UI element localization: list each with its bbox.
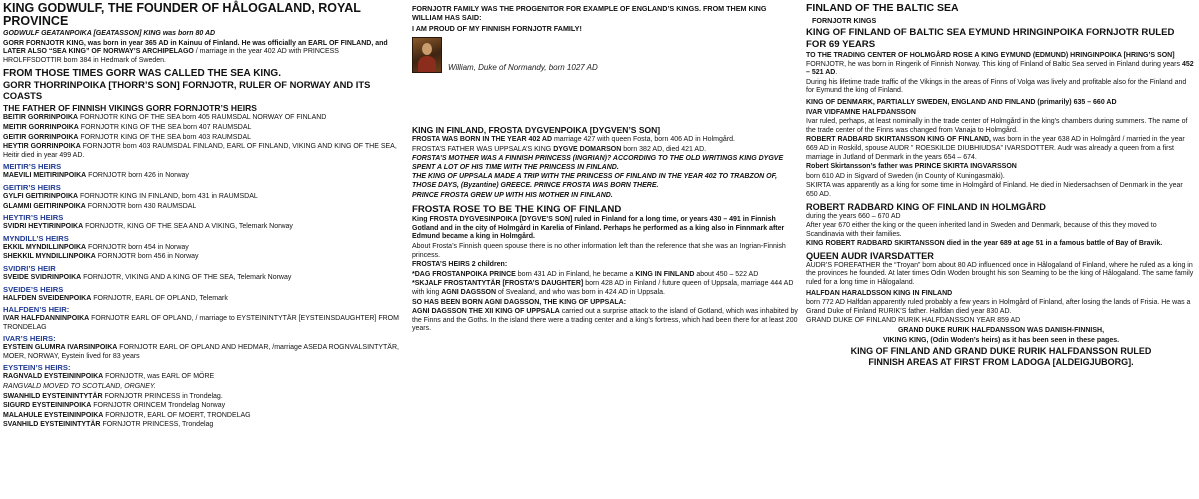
rurik-line-1: GRAND DUKE RURIK HALFDANSSON WAS DANISH-FINNISH,: [897, 327, 1105, 335]
skjalf-bold: *SKJALF FROSTANTYTÄR [FROSTA’S DAUGHTER]: [412, 280, 584, 288]
heirs-subheading: GEITIR’S HEIRS: [3, 182, 61, 192]
heirs-subheading: SVEIDE’S HEIRS: [3, 284, 64, 294]
william-portrait-image: [412, 37, 442, 73]
fornjotr-kings: FORNJOTR KINGS: [812, 16, 877, 25]
audr-heading: QUEEN AUDR IVARSDATTER: [806, 250, 934, 261]
skjalf-agni: AGNI DAGSSON: [441, 288, 497, 296]
halfdan-text: born 772 AD Halfdan apparently ruled probably a few years in Holmgård of Finland, after losing the lands of Frisia. He was a Grand Duke of Finland RURIK’S father. Halfdan died year 830 AD.: [806, 299, 1191, 315]
william-quote: I AM PROUD OF MY FINNISH FORNJOTR FAMILY!: [412, 24, 582, 33]
heir-note: RANGVALD MOVED TO SCOTLAND, ORGNEY.: [3, 383, 156, 391]
robert-radbard-heading: ROBERT RADBARD KING OF FINLAND IN HOLMGÅRD: [806, 201, 1046, 212]
dag-bold: *DAG FROSTANPOIKA PRINCE: [412, 270, 516, 278]
portrait-caption: William, Duke of Normandy, born 1027 AD: [448, 63, 598, 72]
ivar-heading: IVAR VIDFAMNE HALFDANSSON: [806, 108, 916, 116]
eymund-bold: TO THE TRADING CENTER OF HOLMGÅRD ROSE A KING EYMUND (EDMUND) HRINGINPOIKA [HRING’S SON]: [806, 52, 1175, 59]
frosta-rose-heading: FROSTA ROSE TO BE THE KING OF FINLAND: [412, 204, 622, 216]
heir-line: [3, 134, 399, 143]
heir-detail: FORNJOTR, EARL OF MOERT, TRONDELAG: [103, 411, 251, 419]
heir-detail: FORNJOTR EARL OF OPLAND, / marriage to EYSTEININTYTÄR [EYSTEINSDAUGHTER] FROM TRONDELAG: [3, 315, 399, 331]
heir-line: [3, 295, 399, 304]
baltic-title: FINLAND OF THE BALTIC SEA: [806, 2, 959, 14]
sea-king-heading: FROM THOSE TIMES GORR WAS CALLED THE SEA KING.: [3, 68, 281, 80]
heirs-subheading: MYNDILL’S HEIRS: [3, 233, 69, 243]
frosta-heirs: FROSTA’S HEIRS 2 children:: [412, 261, 508, 269]
heir-name: MAEVILI MEITIRINPOIKA: [3, 172, 87, 180]
gorr-paragraph: [3, 40, 399, 66]
eymund-text: FORNJOTR, he was born in Ringerik of Finnish Norway. This king of Finland of Baltic Sea served in Finland during years: [806, 60, 1182, 68]
heir-detail: FORNJOTR KING IN FINLAND, born 431 in RAUMSDAL: [78, 192, 258, 200]
heir-name: EYSTEIN GLUMRA IVARSINPOIKA: [3, 344, 118, 352]
frosta-birth-text: marriage 427 with queen Fosta, born 406 AD in Holmgård.: [552, 136, 735, 143]
heir-line: [3, 274, 399, 283]
heirs-heading: THE FATHER OF FINNISH VIKINGS GORR FORNJOTR’S HEIRS: [3, 103, 257, 114]
heir-detail: FORNJOTR KING OF THE SEA born 403 RAUMSDAL: [78, 133, 252, 141]
heir-line: [3, 223, 399, 232]
skirta-father: Robert Skirtansson’s father was PRINCE SKIRTA INGVARSSON: [806, 163, 1017, 171]
frosta-heading: KING IN FINLAND, FROSTA DYGVENPOIKA [DYGVEN’S SON]: [412, 125, 661, 135]
heir-line: [3, 393, 399, 402]
right-column: [806, 0, 1196, 499]
heir-name: GEITIR GORRINPOIKA: [3, 133, 79, 141]
heir-detail: FORNJOTR born 430 RAUMSDAL: [85, 202, 197, 210]
heir-detail: FORNJOTR, KING OF THE SEA AND A VIKING, Telemark Norway: [83, 223, 293, 231]
frosta-father-c: born 382 AD, died 421 AD.: [621, 145, 707, 153]
heirs-subheading: SVIDRI’S HEIR: [3, 263, 56, 273]
heir-detail: FORNJOTR born 456 in Norway: [95, 253, 199, 261]
heirs-subheading: IVAR’S HEIRS:: [3, 334, 56, 344]
heir-detail: FORNJOTR born 426 in Norway: [86, 172, 189, 180]
agni-bold: AGNI DAGSSON THE XII KING OF UPPSALA: [412, 308, 560, 316]
frosta-mother: FORSTA’S MOTHER WAS A FINNISH PRINCESS (INGRIAN)? ACCORDING TO THE OLD WRITINGS KING DYGVE SPENT A LOT OF HIS TIME WITH THE PRINCESS IN FINLAND.: [412, 155, 784, 171]
skjalf-line: [412, 280, 798, 297]
heir-name: BEITIR GORRINPOIKA: [3, 114, 79, 122]
eymund-end: .: [835, 69, 838, 77]
heir-line: [3, 193, 399, 202]
halfdan-heading: HALFDAN HARALDSSON KING IN FINLAND: [806, 289, 953, 297]
skirta-text: SKIRTA was apparently as a king for some time in Holmgård of Finland. He died in Niedersachsen of Denmark in the year 650 AD.: [806, 182, 1183, 198]
heir-name: HALFDEN SVEIDENPOIKA: [3, 294, 92, 302]
agni-text: carried out a surprise attack to the island of Gotland, which was inhabited by the Finns and the Goths. In the island there were a trading center and a king’s fortress, which had been there for at least 200 years.: [412, 308, 798, 333]
heir-line: [3, 114, 399, 123]
heir-line: [3, 344, 399, 361]
eymund-paragraph: [806, 52, 1196, 78]
frosta-father-b: DYGVE DOMARSON: [553, 145, 622, 153]
heir-detail: FORNJOTR, VIKING AND A KING OF THE SEA, Telemark Norway: [81, 273, 292, 281]
page-title: KING GODWULF, THE FOUNDER OF HÅLOGALAND, ROYAL PROVINCE: [3, 1, 361, 28]
heir-line: [3, 143, 399, 160]
heir-detail: FORNJOTR EARL OF OPLAND AND HEDMAR, /marriage ASEDA ROGNVALSINTYTÄR, MOER, NORWAY, Eystein lived for 83 years: [3, 344, 399, 360]
heirs-subheading: HALFDEN’S HEIR:: [3, 305, 70, 315]
heir-line: [3, 315, 399, 332]
skjalf-rest: of Svealand, and who was born in 424 AD in Uppsala.: [496, 288, 665, 296]
heirs-subheading: EYSTEIN’S HEIRS:: [3, 363, 71, 373]
heir-name: RAGNVALD EYSTEININPOIKA: [3, 373, 104, 381]
portrait-row: [412, 37, 798, 73]
robert-paragraph: [806, 136, 1196, 162]
rurik-year: GRAND DUKE OF FINLAND RURIK HALFDANSSON YEAR 859 AD: [806, 317, 1021, 325]
godwulf-line: GODWULF GEATANPOIKA [GEATASSON] KING was born 80 AD: [3, 30, 216, 37]
denmark-heading: KING OF DENMARK, PARTIALLY SWEDEN, ENGLAND AND FINLAND (primarily) 635 – 660 AD: [806, 98, 1117, 106]
robert-bold: ROBERT RADBARD SKIRTANSSON KING OF FINLAND,: [806, 136, 991, 144]
rurik-line-3: KING OF FINLAND AND GRAND DUKE RURIK HALFDANSSON RULED: [850, 346, 1152, 357]
heir-name: SVANHILD EYSTEININTYTÄR: [3, 421, 101, 429]
heir-line: [3, 421, 399, 430]
gorr-ruler-heading: GORR THORRINPOIKA [THORR’S SON] FORNJOTR, RULER OF NORWAY AND ITS COASTS: [3, 79, 371, 101]
heir-name: GLAMMI GEITIRINPOIKA: [3, 202, 86, 210]
heirs-subheading: MEITIR’S HEIRS: [3, 162, 62, 172]
heir-detail: FORNJOTR ORINCEM Trondelag Norway: [91, 402, 226, 410]
heir-line: [3, 373, 399, 382]
heir-name: SHEKKIL MYNDILLINPOIKA: [3, 253, 96, 261]
heir-name: HEYTIR GORRINPOIKA: [3, 143, 81, 151]
robert-died: KING ROBERT RADBARD SKIRTANSSON died in the year 689 at age 51 in a famous battle of Bay of Bravik.: [806, 240, 1163, 248]
skirta-born: born 610 AD in Sigvard of Sweden (in County of Kuningasmäki).: [806, 172, 1005, 180]
heir-detail: FORNJOTR born 454 in Norway: [86, 243, 189, 251]
heir-name: MEITIR GORRINPOIKA: [3, 123, 79, 131]
heir-name: SVIDRI HEYTIRINPOIKA: [3, 223, 84, 231]
heir-detail: FORNJOTR KING OF THE SEA born 407 RAUMSDAL: [78, 123, 252, 131]
robert-years: during the years 660 – 670 AD: [806, 212, 901, 220]
agni-heading: SO HAS BEEN BORN AGNI DAGSSON, THE KING OF UPPSALA:: [412, 298, 627, 306]
audr-text: AUDR’S FOREFATHER the “Troyan” born about 80 AD influenced once in Hålogaland of Finland, where he ruled as a king in the provinces he founded. At later times Odin Woden brought his son Seaming to be the king of Hålogaland. The same family ruled for a long time in Hålogaland.: [806, 261, 1194, 287]
frosta-birth-bold: FROSTA WAS BORN IN THE YEAR 402 AD: [412, 136, 553, 143]
heir-line: [3, 253, 399, 262]
middle-column: [412, 0, 798, 499]
heirs-subheading: HEYTIR’S HEIRS: [3, 213, 64, 223]
frosta-father-a: FROSTA’S FATHER WAS UPPSALA’S KING: [412, 145, 554, 153]
skjalf-text: born 428 AD in Finland / future queen of Uppsala, marriage 444 AD with king: [412, 280, 794, 296]
heir-line: [3, 412, 399, 421]
heir-name: GYLFI GEITIRINPOIKA: [3, 192, 79, 200]
gorr-marriage: / marriage in the year 402 AD with PRINCESS HROLFFSDOTTIR born 384 in Hedmark of Sweden.: [3, 48, 339, 64]
heir-line: [3, 172, 399, 181]
heir-name: IVAR HALFDANNINPOIKA: [3, 315, 90, 323]
rurik-line-2: VIKING KING, (Odin Woden’s heirs) as it has been seen in these pages.: [882, 336, 1120, 344]
heir-name: SIGURD EYSTEININPOIKA: [3, 402, 92, 410]
frosta-rule: King FROSTA DYGVESINPOIKA [DYGVE’S SON] ruled in Finland for a long time, or years 430 – 491 in Finnish Gotland and in the city of Holmgård in Karelia of Finland. Perhaps he performed as a king also in Finnmark after Edmund became a king in Holmgård.: [412, 216, 785, 241]
frosta-trip: THE KING OF UPPSALA MADE A TRIP WITH THE PRINCESS OF FINLAND IN THE YEAR 402 TO TRABZON OF, THOSE DAYS, (Byzantine) GREECE. PRINCE FROSTA WAS BORN THERE.: [412, 173, 778, 189]
heir-name: SVEIDE SVIDRINPOIKA: [3, 273, 82, 281]
frosta-growup: PRINCE FROSTA GREW UP WITH HIS MOTHER IN FINLAND.: [412, 191, 613, 199]
gorr-intro: GORR FORNJOTR KING, was born in year 365 AD in Kainuu of Finland. He was officially an EARL OF FINLAND, and LATER ALSO “SEA KING” OF NORWAY’S ARCHIPELAGO: [3, 39, 388, 56]
dag-text: born 431 AD in Finland, he became a: [515, 270, 636, 278]
ivar-text: Ivar ruled, perhaps, at least nominally in the trade center of Holmgård in the king’s chambers during summers. The name of the trade center of the Finns was changed from Vanaja to Holmgård.: [806, 118, 1188, 134]
heir-name: MALAHULE EYSTEININPOIKA: [3, 411, 104, 419]
robert-text: was born in the year 638 AD in Holmgård / married in the year 669 AD in Roskild, spouse AUDR ” ROESKILDE DIUBHIUDSA” IVARSDOTTER. Audr was already a queen from a first marriage in Jutland of Denmark in the years 654 – 674.: [806, 136, 1185, 161]
heir-detail: FORNJOTR PRINCESS, Trondelag: [100, 421, 214, 429]
heir-name: EKKIL MYNDILLINPOIKA: [3, 243, 87, 251]
rurik-line-4: FINNISH AREAS AT FIRST FROM LADOGA [ALDEIGJUBORG].: [868, 357, 1134, 368]
eymund-years: 452 – 521 AD: [806, 60, 1194, 77]
left-column: [3, 0, 399, 499]
agni-line: [412, 308, 798, 334]
heir-line: [3, 203, 399, 212]
eymund-heading: KING OF FINLAND OF BALTIC SEA EYMUND HRINGINPOIKA FORNJOTR RULED FOR 69 YEARS: [806, 27, 1175, 50]
heir-line: [3, 244, 399, 253]
robert-moved: After year 670 either the king or the queen inherited land in Sweden and Denmark, because of this they moved to Scandinavia with their families.: [806, 222, 1157, 238]
heir-line: [3, 402, 399, 411]
frosta-birth: [412, 136, 798, 145]
dag-king: KING IN FINLAND: [635, 270, 695, 278]
frosta-father: [412, 146, 798, 155]
heir-detail: FORNJOTR born 403 RAUMSDAL FINLAND, EARL OF FINLAND, VIKING AND KING OF THE SEA, Heitir died in year 499 AD.: [3, 143, 397, 159]
heir-detail: FORNJOTR, was EARL OF MÖRE: [103, 373, 215, 381]
heirs-list: [3, 114, 399, 430]
heir-detail: FORNJOTR KING OF THE SEA born 405 RAUMSDAL NORWAY OF FINLAND: [78, 114, 327, 122]
frosta-spouse: About Frosta’s Finnish queen spouse there is no other information left than the reference that she was an Ingrian-Finnish princess.: [412, 242, 786, 259]
eymund-trade: During his lifetime trade traffic of the Vikings in the areas of Finns of Volga was lively and profitable also for the Finland and for Eymund the king of Finland.: [806, 78, 1187, 95]
heir-line: [3, 124, 399, 133]
heir-detail: FORNJOTR PRINCESS in Trondelag.: [102, 392, 223, 400]
dag-line: [412, 271, 798, 280]
heir-name: SWANHILD EYSTEININTYTÄR: [3, 392, 103, 400]
progenitor-text: FORNJOTR FAMILY WAS THE PROGENITOR FOR EXAMPLE OF ENGLAND’S KINGS. FROM THEM KING WILLIAM HAS SAID:: [412, 4, 767, 22]
dag-years: about 450 – 522 AD: [694, 270, 759, 278]
heir-detail: FORNJOTR, EARL OF OPLAND, Telemark: [91, 294, 228, 302]
